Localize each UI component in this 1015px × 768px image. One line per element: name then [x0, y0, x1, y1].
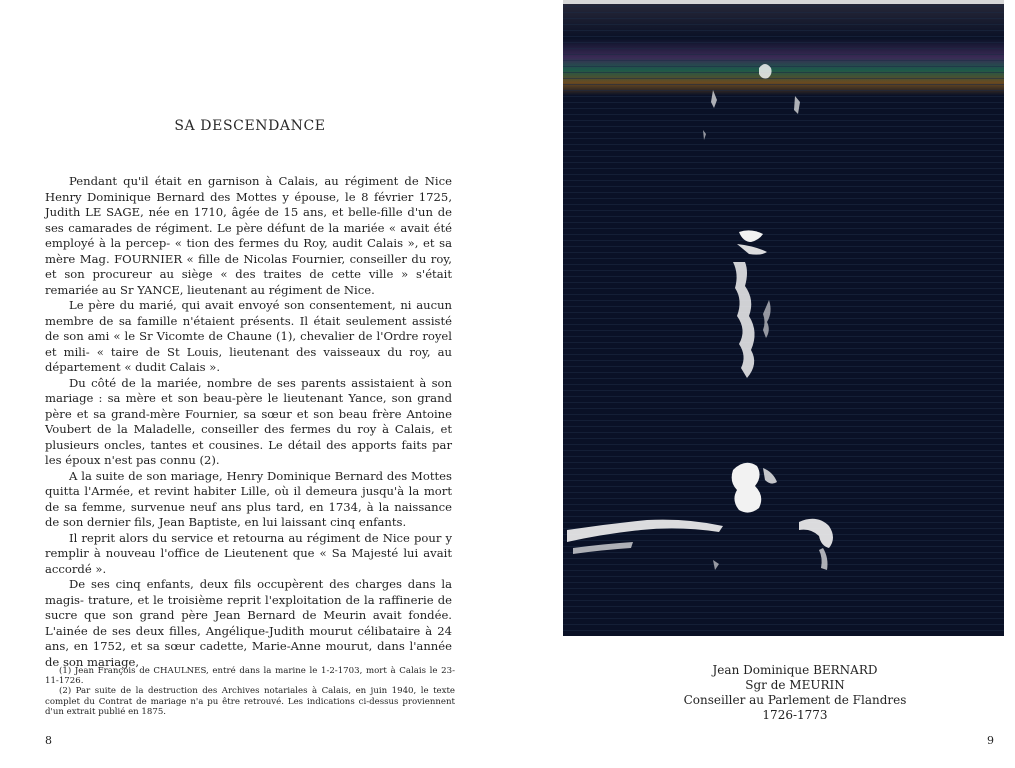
- page-number-left: 8: [45, 734, 52, 747]
- body-text: [45, 174, 452, 670]
- top-edge: [563, 0, 1004, 4]
- footnote: (2) Par suite de la destruction des Archives notariales à Calais, en juin 1940, le texte complet du Contrat de mariage n'a pu être retrouvé. Les indications ci-dessus proviennent d'un extrait publié en 1875.: [45, 686, 455, 717]
- paragraph: Le père du marié, qui avait envoyé son consentement, ni aucun membre de sa famille n'étaient présents. Il était seulement assisté de son ami « le Sr Vicomte de Chaune (1), chevalier de l'Ordre royel et mili- « taire de St Louis, lieutenant des vaisseaux du roy, au département « dudit Calais ».: [45, 298, 452, 374]
- paragraph: De ses cinq enfants, deux fils occupèrent des charges dans la magis- trature, et le troisième reprit l'exploitation de la raffinerie de sucre que son grand père Jean Bernard de Meurin avait fondée. L'ainée de ses deux filles, Angélique-Judith mourut célibataire à 24 ans, en 1752, et sa sœur cadette, Marie-Anne mourut, dans l'année de son mariage,: [45, 577, 452, 669]
- paragraph: Du côté de la mariée, nombre de ses parents assistaient à son mariage : sa mère et son beau-père le lieutenant Yance, son grand père et sa grand-mère Fournier, sa sœur et son beau frère Antoine Voubert de la Maladelle, conseiller des fermes du roy à Calais, et plusieurs oncles, tantes et cousines. Le détail des apports faits par les époux n'est pas connu (2).: [45, 375, 452, 467]
- page-number-right: 9: [987, 734, 994, 747]
- scanlines: [563, 0, 1004, 636]
- footnotes: [45, 666, 455, 717]
- paragraph: A la suite de son mariage, Henry Dominique Bernard des Mottes quitta l'Armée, et revint habiter Lille, où il demeura jusqu'à la mort de sa femme, survenue neuf ans plus tard, en 1734, à la naissance de son dernier fils, Jean Baptiste, en lui laissant cinq enfants.: [45, 468, 452, 529]
- caption-name: Jean Dominique BERNARD: [712, 663, 878, 677]
- right-page: [510, 0, 1015, 768]
- chapter-heading: SA DESCENDANCE: [174, 118, 326, 134]
- portrait-caption: [660, 663, 930, 723]
- caption-office: Conseiller au Parlement de Flandres: [683, 693, 907, 707]
- caption-dates: 1726-1773: [762, 708, 828, 722]
- portrait-image: [563, 0, 1004, 636]
- paragraph: Pendant qu'il était en garnison à Calais, au régiment de Nice Henry Dominique Bernard des Mottes y épouse, le 8 février 1725, Judith LE SAGE, née en 1710, âgée de 15 ans, et belle-fille d'un de ses camarades de régiment. Le père défunt de la mariée « avait été employé à la percep- « tion des fermes du Roy, audit Calais », et sa mère Mag. FOURNIER « fille de Nicolas Fournier, conseiller du roy, et son procureur au siège « des traites de cette ville » s'était remariée au Sr YANCE, lieutenant au régiment de Nice.: [45, 174, 452, 297]
- caption-title: Sgr de MEURIN: [745, 678, 845, 692]
- portrait-drawing: [563, 0, 1004, 636]
- paragraph: Il reprit alors du service et retourna au régiment de Nice pour y remplir à nouveau l'office de Lieutenent que « Sa Majesté lui avait accordé ».: [45, 530, 452, 576]
- footnote: (1) Jean François de CHAULNES, entré dans la marine le 1-2-1703, mort à Calais le 23-11-1726.: [45, 666, 455, 687]
